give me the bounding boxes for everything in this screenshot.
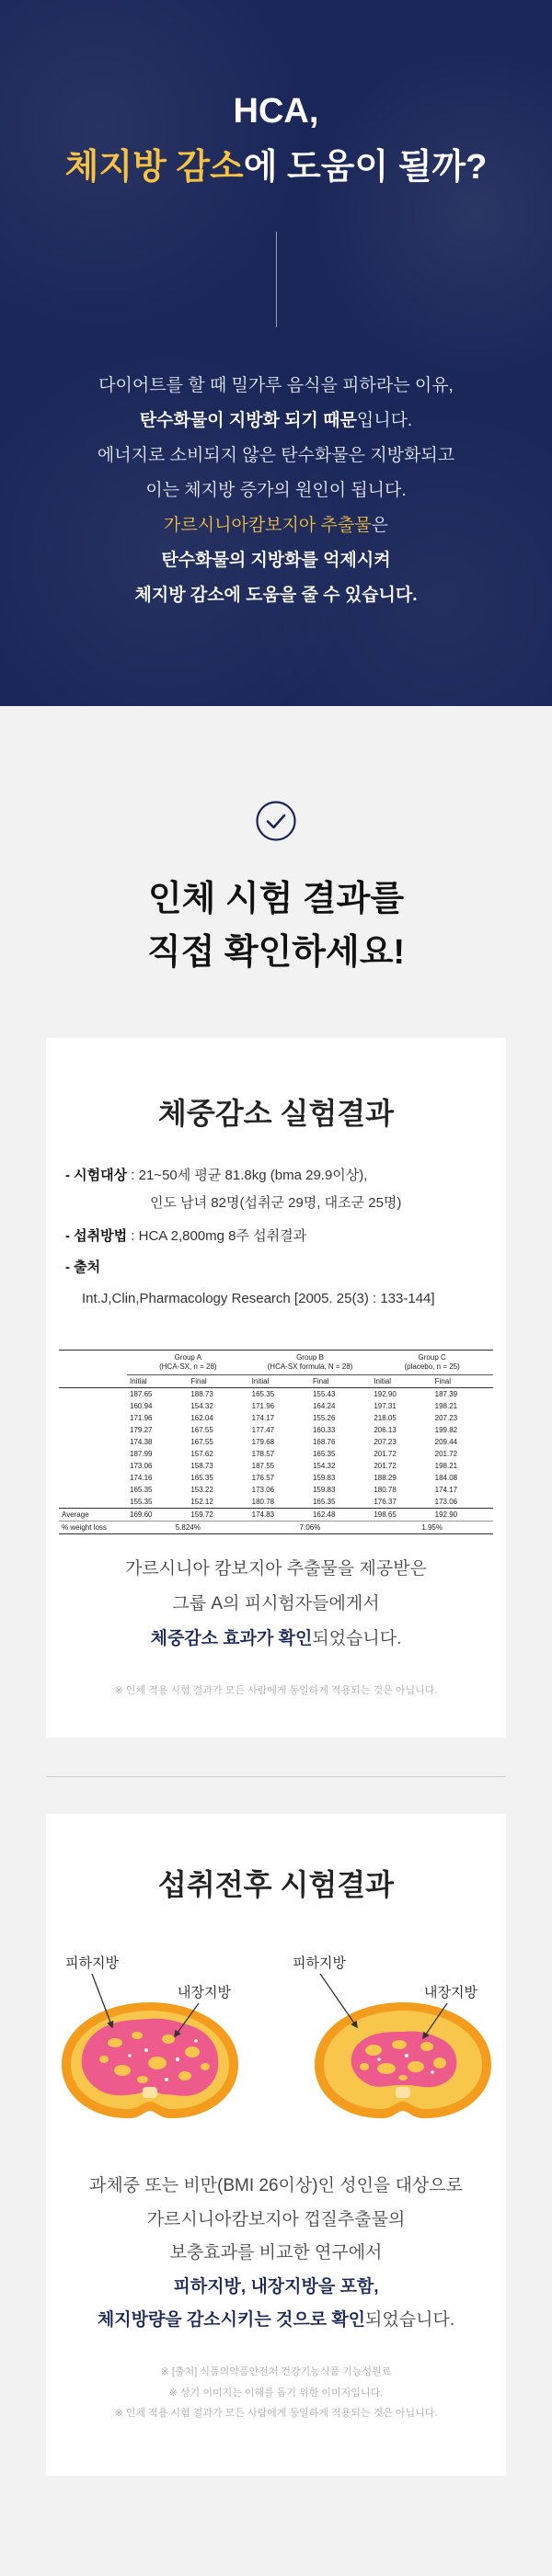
table-cell: 192.90 <box>374 1390 397 1398</box>
table-row <box>59 1496 493 1509</box>
table-weight-loss-label: % weight loss <box>59 1522 127 1534</box>
fat-comparison-figure <box>46 1954 506 2137</box>
table-average-cell: 174.83 <box>249 1509 310 1522</box>
table-cell: 165.35 <box>190 1474 213 1482</box>
table-group-subtitle: (placebo, n = 25) <box>404 1362 460 1371</box>
table-row <box>59 1388 493 1401</box>
table-average-cell: 169.60 <box>127 1509 188 1522</box>
table-cell: 154.32 <box>190 1402 213 1410</box>
table-cell: 174.16 <box>130 1474 153 1482</box>
table-group-subtitle: (HCA-SX formula, N = 28) <box>267 1362 353 1371</box>
table-row-label <box>59 1436 127 1448</box>
table-average-cell: 198.65 <box>371 1509 431 1522</box>
table-cell: 173.06 <box>130 1462 153 1470</box>
section-divider <box>46 1776 506 1777</box>
table-corner-cell <box>59 1375 127 1388</box>
table-average-cell: 159.72 <box>188 1509 248 1522</box>
table-row-label <box>59 1460 127 1472</box>
table-cell: 167.55 <box>190 1438 213 1446</box>
after-visceral-label: 내장지방 <box>424 1985 477 2000</box>
table-row <box>59 1436 493 1448</box>
after-subcutaneous-arrow <box>320 1974 357 2027</box>
table-row-label <box>59 1484 127 1496</box>
table-cell: 155.26 <box>312 1414 336 1422</box>
card2-title: 섭취전후 시험결과 <box>157 1868 395 1901</box>
card2-desc-line3: 보충효과를 비교한 연구에서 <box>169 2243 383 2263</box>
table-row <box>59 1472 493 1484</box>
table-cell: 165.35 <box>312 1498 336 1506</box>
card2-desc-line5-rest: 되었습니다. <box>365 2310 455 2330</box>
table-cell: 158.73 <box>190 1462 213 1470</box>
table-cell: 153.22 <box>190 1486 213 1494</box>
table-row-label <box>59 1472 127 1484</box>
table-cell: 198.21 <box>434 1462 458 1470</box>
table-cell: 201.72 <box>374 1450 397 1458</box>
table-row-label <box>59 1448 127 1460</box>
hero-line-5-rest: 은 <box>371 516 388 535</box>
after-fat-cross-section <box>315 2002 491 2118</box>
table-group-header <box>249 1351 372 1375</box>
table-row-label <box>59 1424 127 1436</box>
table-cell: 207.23 <box>434 1414 458 1422</box>
table-row <box>59 1412 493 1424</box>
table-cell: 165.35 <box>130 1486 153 1494</box>
table-cell: 152.12 <box>190 1498 213 1506</box>
hero-line-1: 다이어트를 할 때 밀가루 음식을 피하라는 이유, <box>98 376 454 395</box>
table-row-label <box>59 1496 127 1509</box>
hero-paragraph <box>0 369 552 613</box>
card1-desc-strong: 체중감소 효과가 확인 <box>150 1629 313 1648</box>
bullet-subject-text: : 21~50세 평균 81.8kg (bma 29.9이상), <box>127 1168 368 1183</box>
check-circle-icon <box>256 801 296 841</box>
table-row <box>59 1460 493 1472</box>
card1-desc-rest: 되었습니다. <box>312 1629 402 1648</box>
table-weight-loss-row <box>59 1522 493 1534</box>
table-average-label: Average <box>59 1509 127 1522</box>
table-col-initial: Initial <box>127 1375 188 1388</box>
bullet-subject <box>65 1166 367 1186</box>
card1-note-text: ※ 인체 적용 시험 결과가 모든 사람에게 동일하게 적용되는 것은 아닙니다. <box>114 1685 438 1696</box>
table-cell: 162.04 <box>190 1414 213 1422</box>
table-cell: 179.27 <box>130 1426 153 1434</box>
card2-desc-line1: 과체중 또는 비만(BMI 26이상)인 성인을 대상으로 <box>89 2176 463 2195</box>
table-average-cell: 192.90 <box>432 1509 493 1522</box>
table-weight-loss-cell: 7.06% <box>249 1522 372 1534</box>
table-row-label <box>59 1400 127 1412</box>
card2-note-1: ※ [출처] 식품의약품안전처 건강기능식품 기능성원료 <box>160 2366 392 2377</box>
weight-loss-result-card <box>46 1038 506 1738</box>
table-cell: 184.08 <box>434 1474 458 1482</box>
before-visceral-label: 내장지방 <box>178 1985 231 2000</box>
card1-note <box>46 1681 506 1702</box>
hero-title-rest: 에 도움이 될까? <box>243 148 488 187</box>
card1-desc-line3 <box>46 1622 506 1657</box>
table-cell: 207.23 <box>374 1438 397 1446</box>
table-row <box>59 1424 493 1436</box>
table-cell: 159.83 <box>312 1474 336 1482</box>
hero-line-7 <box>0 578 552 613</box>
table-group-header-row <box>59 1351 493 1375</box>
table-row <box>59 1400 493 1412</box>
table-cell: 187.99 <box>130 1450 153 1458</box>
hero-line-6-strong: 탄수화물의 지방화를 억제시켜 <box>161 551 391 570</box>
table-group-header <box>127 1351 249 1375</box>
table-cell: 155.43 <box>312 1390 336 1398</box>
table-cell: 218.05 <box>374 1414 397 1422</box>
table-weight-loss-cell: 5.824% <box>127 1522 249 1534</box>
section-heading <box>0 872 552 979</box>
card2-notes <box>46 2362 506 2424</box>
card2-desc-line2: 가르시니아캄보지아 껍질추출물의 <box>146 2209 406 2229</box>
section-heading-line2: 직접 확인하세요! <box>146 933 406 972</box>
table-cell: 165.35 <box>251 1390 275 1398</box>
bullet-method <box>65 1226 306 1247</box>
table-cell: 160.94 <box>130 1402 153 1410</box>
table-row <box>59 1484 493 1496</box>
section-heading-line1: 인체 시험 결과를 <box>147 880 405 918</box>
hero-line-3: 에너지로 소비되지 않은 탄수화물은 지방화되고 <box>97 446 455 465</box>
table-col-final: Final <box>432 1375 493 1388</box>
table-cell: 159.83 <box>312 1486 336 1494</box>
table-cell: 165.35 <box>312 1450 336 1458</box>
table-cell: 174.17 <box>434 1486 458 1494</box>
table-cell: 206.13 <box>374 1426 397 1434</box>
table-subheader-row <box>59 1375 493 1388</box>
table-cell: 178.57 <box>251 1450 275 1458</box>
table-col-final: Final <box>310 1375 371 1388</box>
bullet-method-text: : HCA 2,800mg 8주 섭취결과 <box>127 1228 307 1244</box>
table-cell: 201.72 <box>374 1462 397 1470</box>
table-cell: 199.82 <box>434 1426 458 1434</box>
table-cell: 187.65 <box>130 1390 153 1398</box>
hero-line-5 <box>0 508 552 543</box>
card1-description <box>46 1552 506 1657</box>
bullet-source <box>65 1258 100 1278</box>
hero-divider-line <box>276 232 277 327</box>
table-cell: 201.72 <box>434 1450 458 1458</box>
table-col-initial: Initial <box>249 1375 310 1388</box>
bullet-method-label: - 섭취방법 <box>65 1228 128 1244</box>
table-group-name: Group A <box>174 1353 201 1362</box>
table-cell: 180.78 <box>374 1486 397 1494</box>
table-cell: 168.76 <box>312 1438 336 1446</box>
hero-line-2-strong: 탄수화물이 지방화 되기 때문 <box>139 411 357 430</box>
table-row <box>59 1448 493 1460</box>
hero-line-4: 이는 체지방 증가의 원인이 됩니다. <box>145 481 407 500</box>
table-cell: 164.24 <box>312 1402 336 1410</box>
table-cell: 171.96 <box>251 1402 275 1410</box>
table-cell: 198.21 <box>434 1402 458 1410</box>
hero-line-7-strong: 체지방 감소에 도움을 줄 수 있습니다. <box>134 586 418 605</box>
table-cell: 187.55 <box>251 1462 275 1470</box>
table-cell: 209.44 <box>434 1438 458 1446</box>
card2-desc-line5-strong: 체지방량을 감소시키는 것으로 확인 <box>97 2310 366 2330</box>
before-after-result-card <box>46 1814 506 2476</box>
hero-line-2 <box>0 404 552 439</box>
hero-title-line2 <box>0 146 552 188</box>
table-corner-cell <box>59 1351 127 1375</box>
table-cell: 188.73 <box>190 1390 213 1398</box>
table-average-row <box>59 1509 493 1522</box>
result-table-wrap <box>59 1350 493 1532</box>
card2-description <box>46 2170 506 2338</box>
table-group-name: Group B <box>296 1353 324 1362</box>
table-cell: 176.37 <box>374 1498 397 1506</box>
table-col-final: Final <box>188 1375 248 1388</box>
table-cell: 167.55 <box>190 1426 213 1434</box>
table-group-header <box>371 1351 493 1375</box>
card1-title: 체중감소 실험결과 <box>157 1097 395 1130</box>
table-row-label <box>59 1388 127 1401</box>
table-cell: 160.33 <box>312 1426 336 1434</box>
table-cell: 173.06 <box>251 1486 275 1494</box>
table-cell: 155.35 <box>130 1498 153 1506</box>
table-cell: 154.32 <box>312 1462 336 1470</box>
table-cell: 173.06 <box>434 1498 458 1506</box>
hero-line-5-highlight: 가르시니아캄보지아 추출물 <box>164 516 372 535</box>
table-cell: 157.62 <box>190 1450 213 1458</box>
hero-banner <box>0 0 552 706</box>
hero-line-6 <box>0 543 552 578</box>
table-cell: 177.47 <box>251 1426 275 1434</box>
bullet-subject-cont: 인도 남녀 82명(섭취군 29명, 대조군 25명) <box>150 1195 402 1211</box>
table-cell: 179.68 <box>251 1438 275 1446</box>
bullet-source-label: - 출처 <box>65 1260 101 1275</box>
before-fat-cross-section <box>62 2002 238 2118</box>
table-cell: 197.31 <box>374 1402 397 1410</box>
table-cell: 174.17 <box>251 1414 275 1422</box>
table-average-cell: 162.48 <box>310 1509 371 1522</box>
card2-note-2: ※ 상기 이미지는 이해를 돕기 위한 이미지입니다. <box>168 2387 384 2399</box>
card2-desc-line4 <box>46 2271 506 2305</box>
bullet-subject-label: - 시험대상 <box>65 1168 128 1183</box>
table-row-label <box>59 1412 127 1424</box>
card2-desc-line4-strong: 피하지방, 내장지방을 포함, <box>173 2276 379 2297</box>
table-cell: 180.78 <box>251 1498 275 1506</box>
table-cell: 187.39 <box>434 1390 458 1398</box>
table-group-name: Group C <box>418 1353 446 1362</box>
hero-title-highlight: 체지방 감소 <box>64 148 244 187</box>
table-cell: 176.57 <box>251 1474 275 1482</box>
hero-line-2-rest: 입니다. <box>356 411 413 430</box>
table-cell: 171.96 <box>130 1414 153 1422</box>
table-cell: 174.38 <box>130 1438 153 1446</box>
table-cell: 188.29 <box>374 1474 397 1482</box>
card2-note-3: ※ 인체 적용 시험 결과가 모든 사람에게 동일하게 적용되는 것은 아닙니다. <box>114 2408 438 2419</box>
card1-desc-line2: 그룹 A의 피시험자들에게서 <box>172 1594 380 1613</box>
result-table <box>59 1350 493 1534</box>
table-col-initial: Initial <box>371 1375 431 1388</box>
card2-desc-line5 <box>46 2304 506 2338</box>
after-subcutaneous-label: 피하지방 <box>293 1955 346 1971</box>
table-group-subtitle: (HCA-SX, n = 28) <box>159 1362 217 1371</box>
table-weight-loss-cell: 1.95% <box>371 1522 493 1534</box>
hero-title-line1: HCA, <box>233 92 319 131</box>
bullet-source-cont: Int.J,Clin,Pharmacology Research [2005. 25(3) : 133-144] <box>82 1291 435 1306</box>
card1-desc-line1: 가르시니아 캄보지아 추출물을 제공받은 <box>125 1559 427 1579</box>
before-subcutaneous-label: 피하지방 <box>65 1955 119 1971</box>
